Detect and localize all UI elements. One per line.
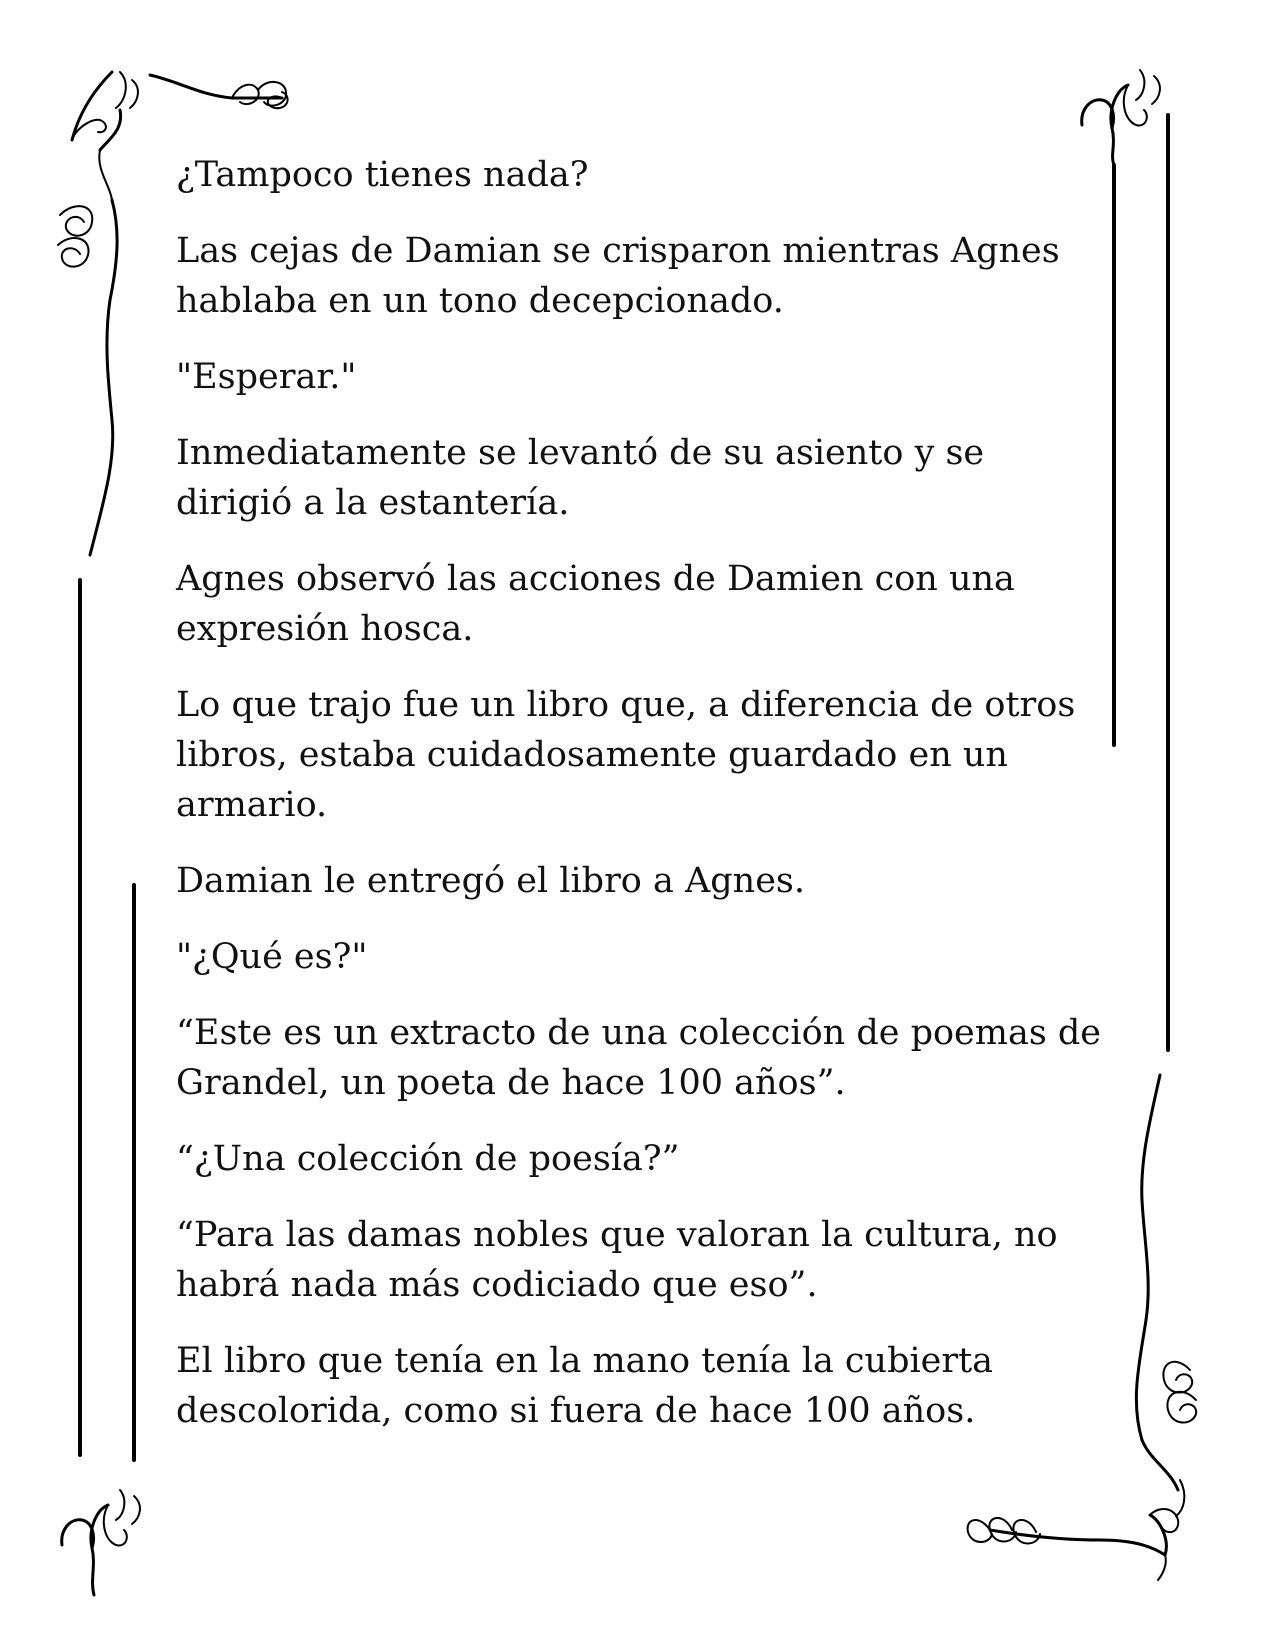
story-text (176, 150, 1106, 1462)
paragraph: “Este es un extracto de una colección de poemas de Grandel, un poeta de hace 100 años”. (176, 1013, 1102, 1103)
paragraph: Inmediatamente se levantó de su asiento y se dirigió a la estantería. (176, 433, 985, 523)
paragraph: "¿Qué es?" (176, 937, 368, 977)
bottom-right-flourish-icon (968, 1480, 1185, 1580)
paragraph: ¿Tampoco tienes nada? (176, 155, 589, 195)
paragraph: “¿Una colección de poesía?” (176, 1139, 680, 1179)
paragraph: El libro que tenía en la mano tenía la cubierta descolorida, como si fuera de hace 100 años. (176, 1341, 994, 1431)
paragraph: Damian le entregó el libro a Agnes. (176, 861, 806, 901)
paragraph: “Para las damas nobles que valoran la cultura, no habrá nada más codiciado que eso”. (176, 1215, 1058, 1305)
left-side-scroll-icon (58, 200, 117, 555)
right-side-scroll-icon (1136, 1075, 1196, 1490)
paragraph: Agnes observó las acciones de Damien con una expresión hosca. (176, 559, 1015, 649)
paragraph: "Esperar." (176, 357, 357, 397)
bottom-left-flourish-icon (62, 1490, 140, 1595)
paragraph: Las cejas de Damian se crisparon mientras Agnes hablaba en un tono decepcionado. (176, 231, 1060, 321)
paragraph: Lo que trajo fue un libro que, a diferencia de otros libros, estaba cuidadosamente guardado en un armario. (176, 685, 1076, 825)
